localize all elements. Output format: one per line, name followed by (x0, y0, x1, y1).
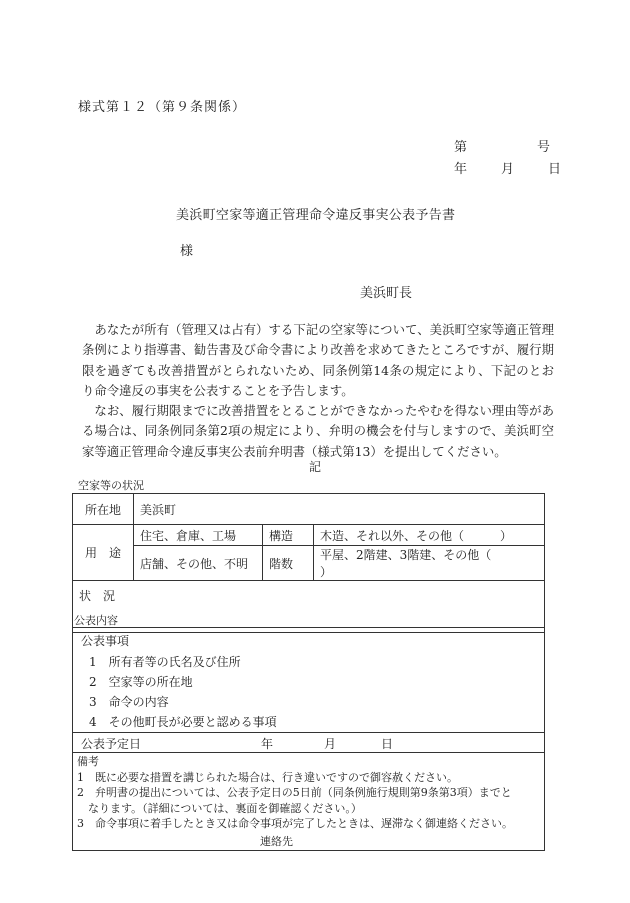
floors-label: 階数 (263, 546, 314, 581)
vacant-status-table (72, 493, 545, 633)
issuer: 美浜町長 (360, 286, 413, 301)
publication-items-title: 公表事項 (81, 634, 130, 648)
floors-paren-close: ） (320, 565, 333, 579)
location-value: 美浜町 (134, 494, 545, 525)
issue-date-line (454, 158, 561, 177)
publication-item: 2 空家等の所在地 (89, 675, 193, 689)
status-label: 状 況 (79, 589, 116, 603)
body-paragraph-2: なお、履行期限までに改善措置をとることができなかったやむを得ない理由等がある場合は、同条例同条第2項の規定により、弁明の機会を付与しますので、美浜町空家等適正管理命令違反事実公表前弁明書（様式第13）を提出してください。 (82, 403, 554, 459)
body-text (82, 320, 554, 462)
schedule-day: 日 (381, 737, 394, 751)
schedule-month: 月 (324, 737, 337, 751)
publication-item: 3 命令の内容 (89, 695, 169, 709)
status-cell (73, 581, 545, 633)
contact-label: 連絡先 (260, 835, 293, 848)
form-number: 様式第１２（第９条関係） (78, 100, 247, 115)
date-day: 日 (548, 162, 562, 177)
publication-section-label: 公表内容 (74, 614, 118, 627)
use-options-1: 住宅、倉庫、工場 (134, 525, 263, 546)
floors-options-text: 平屋、2階建、3階建、その他（ (320, 548, 492, 562)
structure-options-text: 木造、それ以外、その他（ (320, 528, 465, 543)
publication-item: 1 所有者等の氏名及び住所 (89, 655, 241, 669)
note-line: 3 命令事項に着手したとき又は命令事項が完了したときは、遅滞なく御連絡ください。 (77, 817, 513, 830)
structure-label: 構造 (263, 525, 314, 546)
schedule-year: 年 (261, 737, 274, 751)
number-suffix: 号 (537, 140, 551, 155)
note-line: なります。（詳細については、裏面を御確認ください。） (77, 801, 362, 815)
document-number-line (454, 136, 550, 155)
body-paragraph-1: あなたが所有（管理又は占有）する下記の空家等について、美浜町空家等適正管理条例により指導書、勧告書及び命令書により改善を求めてきたところですが、履行期限を過ぎても改善措置がとられないため、同条例第14条の規定により、下記のとおり命令違反の事実を公表することを予告します。 (82, 322, 554, 398)
schedule-row (81, 735, 541, 752)
location-label: 所在地 (73, 494, 134, 525)
schedule-label: 公表予定日 (81, 737, 142, 751)
note-line: 1 既に必要な措置を講じられた場合は、行き違いですので御容赦ください。 (77, 770, 458, 784)
addressee: 様 (180, 244, 194, 259)
number-prefix: 第 (454, 140, 468, 155)
structure-paren-close: ） (500, 528, 513, 543)
floors-options (314, 546, 545, 581)
publication-item: 4 その他町長が必要と認める事項 (89, 715, 277, 729)
use-options-2: 店舗、その他、不明 (134, 546, 263, 581)
vacant-status-section-label: 空家等の状況 (78, 479, 144, 492)
note-line: 2 弁明書の提出については、公表予定日の5日前（同条例施行規則第9条第3項）までと (77, 786, 512, 799)
ki-mark: 記 (309, 460, 322, 474)
document-title: 美浜町空家等適正管理命令違反事実公表予告書 (176, 208, 456, 223)
date-year: 年 (454, 162, 468, 177)
notes-title: 備考 (77, 755, 99, 768)
publication-box (72, 627, 545, 851)
date-month: 月 (501, 162, 515, 177)
divider (73, 732, 544, 733)
notes (77, 754, 513, 832)
divider (73, 752, 544, 753)
structure-options (314, 525, 545, 546)
use-label: 用 途 (73, 525, 134, 581)
